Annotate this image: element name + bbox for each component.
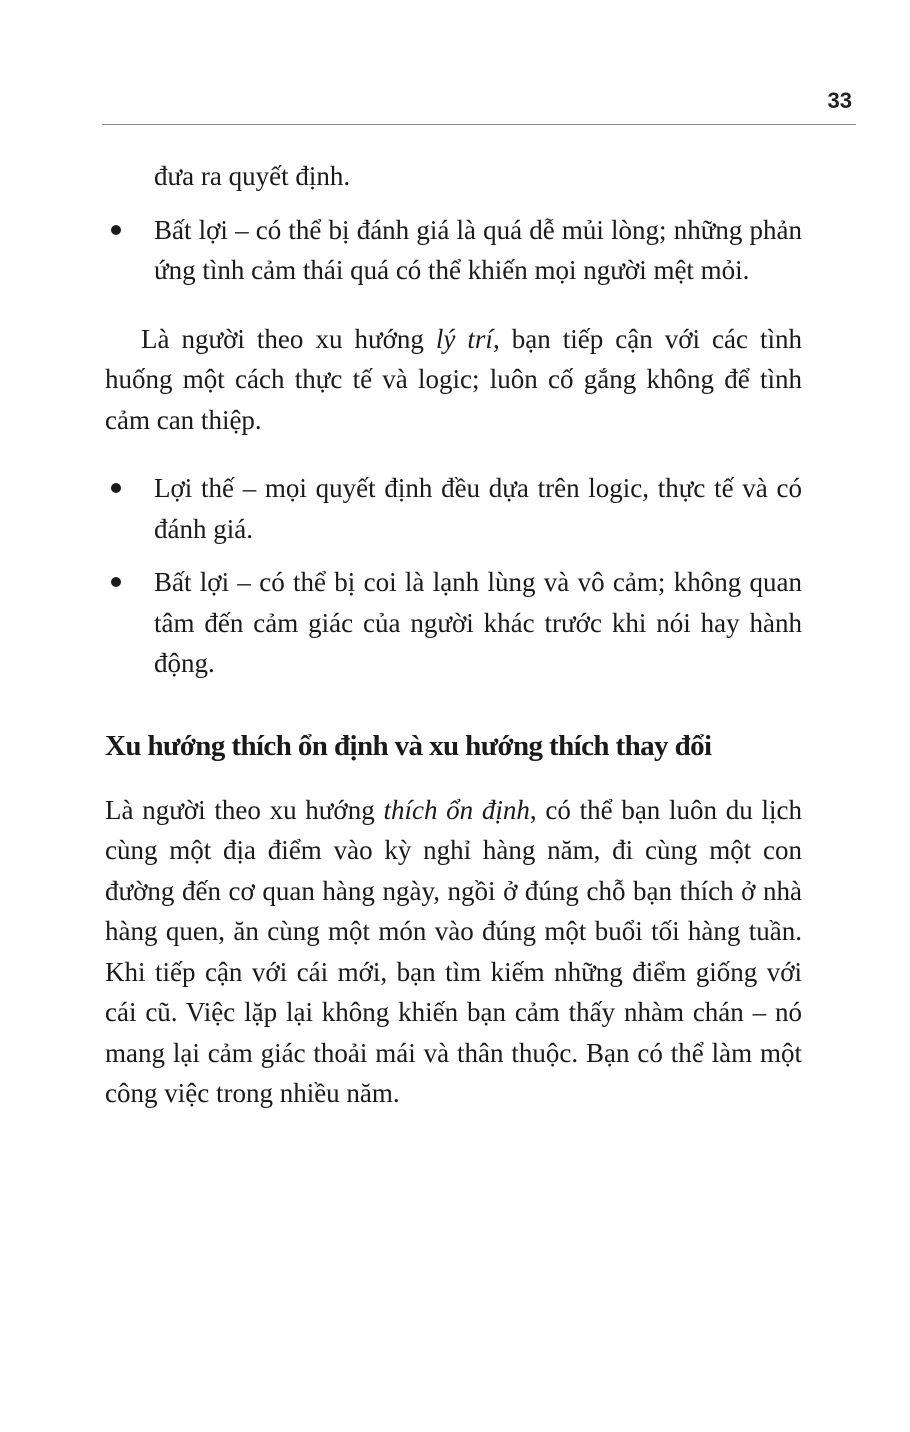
bullet-text: Bất lợi – có thể bị coi là lạnh lùng và vô cảm; không quan tâm đến cảm giác của người khác trước khi nói hay hành động. [154,567,802,678]
bullet-item-rational-disadvantage [105,562,802,684]
bullet-icon [111,577,121,587]
bullet-icon [111,225,121,235]
bullet-text: Lợi thế – mọi quyết định đều dựa trên logic, thực tế và có đánh giá. [154,473,802,544]
page-body [105,156,802,1114]
bullet-text: Bất lợi – có thể bị đánh giá là quá dễ mủi lòng; những phản ứng tình cảm thái quá có thể khiến mọi người mệt mỏi. [154,214,802,285]
emphasis-rational: lý trí [435,323,493,354]
page-number: 33 [827,88,852,113]
bullet-continuation-text: đưa ra quyết định. [154,161,351,191]
rational-intro-paragraph: Là người theo xu hướng lý trí, bạn tiếp cận với các tình huống một cách thực tế và logic; luôn cố gắng không để tình cảm can thiệp. [105,323,802,435]
emphasis-stability: thích ổn định [383,794,530,825]
bullet-item-rational-advantage [105,468,802,549]
stability-paragraph: Là người theo xu hướng thích ổn định, có thể bạn luôn du lịch cùng một địa điểm vào kỳ nghỉ hàng năm, đi cùng một con đường đến cơ quan hàng ngày, ngồi ở đúng chỗ bạn thích ở nhà hàng quen, ăn cùng một món vào đúng một buổi tối hàng tuần. Khi tiếp cận với cái mới, bạn tìm kiếm những điểm giống với cái cũ. Việc lặp lại không khiến bạn cảm thấy nhàm chán – nó mang lại cảm giác thoải mái và thân thuộc. Bạn có thể làm một công việc trong nhiều năm. [105,794,802,1108]
header-rule [102,124,856,125]
section-heading: Xu hướng thích ổn định và xu hướng thích thay đổi [105,729,712,762]
bullet-icon [111,483,121,493]
bullet-item-emotional-disadvantage [105,210,802,291]
